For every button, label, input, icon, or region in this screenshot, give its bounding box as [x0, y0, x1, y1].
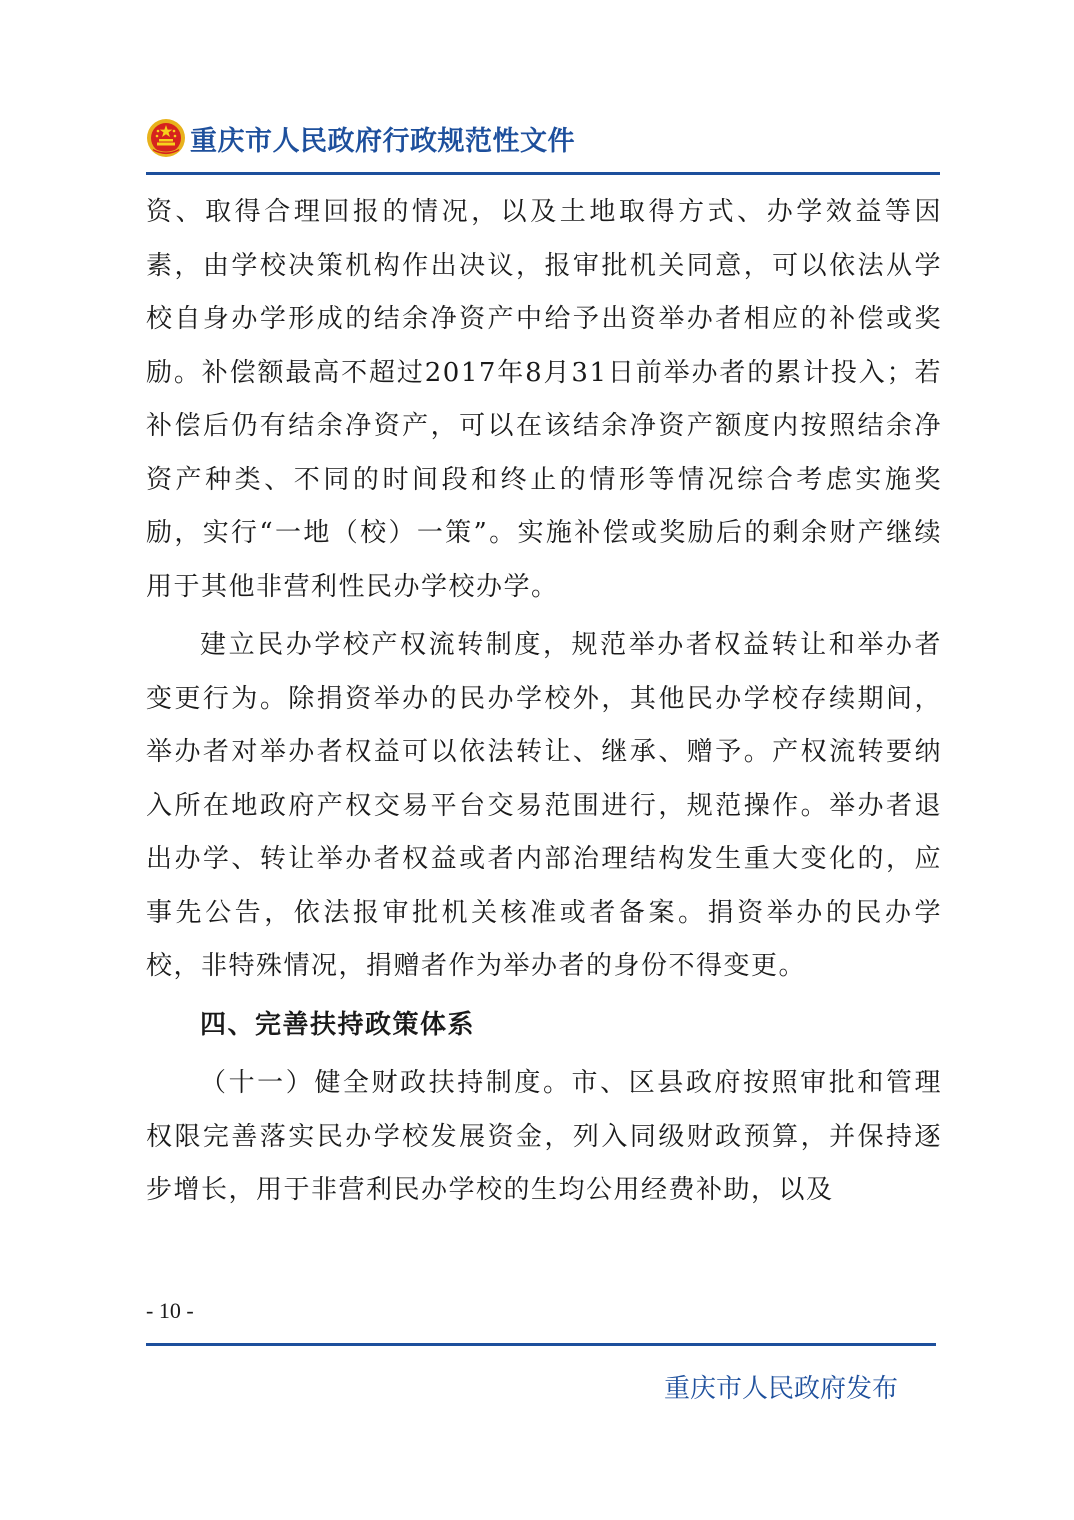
body-paragraph: 建立民办学校产权流转制度，规范举办者权益转让和举办者变更行为。除捐资举办的民办学校外，其他民办学校存续期间，举办者对举办者权益可以依法转让、继承、赠予。产权流转要纳入所在地政府产权交易平台交易范围进行，规范操作。举办者退出办学、转让举办者权益或者内部治理结构发生重大变化的，应事先公告，依法报审批机关核准或者备案。捐资举办的民办学校，非特殊情况，捐赠者作为举办者的身份不得变更。 — [146, 630, 942, 981]
body-paragraph: 资、取得合理回报的情况，以及土地取得方式、办学效益等因素，由学校决策机构作出决议，报审批机关同意，可以依法从学校自身办学形成的结余净资产中给予出资举办者相应的补偿或奖励。补偿额最高不超过2017年8月31日前举办者的累计投入；若补偿后仍有结余净资产，可以在该结余净资产额度内按照结余净资产种类、不同的时间段和终止的情形等情况综合考虑实施奖励，实行“一地（校）一策”。实施补偿或奖励后的剩余财产继续用于其他非营利性民办学校办学。 — [146, 197, 942, 602]
document-body — [146, 186, 942, 1218]
footer-divider — [146, 1343, 936, 1346]
page-number: - 10 - — [146, 1298, 194, 1323]
publisher-label: 重庆市人民政府发布 — [664, 1374, 899, 1404]
document-header — [146, 118, 575, 158]
header-divider — [146, 172, 940, 175]
section-heading: 四、完善扶持政策体系 — [200, 1009, 476, 1040]
body-paragraph: （十一）健全财政扶持制度。市、区县政府按照审批和管理权限完善落实民办学校发展资金，列入同级财政预算，并保持逐步增长，用于非营利民办学校的生均公用经费补助，以及 — [146, 1068, 942, 1205]
header-title: 重庆市人民政府行政规范性文件 — [190, 125, 575, 157]
national-emblem-icon — [146, 118, 186, 158]
